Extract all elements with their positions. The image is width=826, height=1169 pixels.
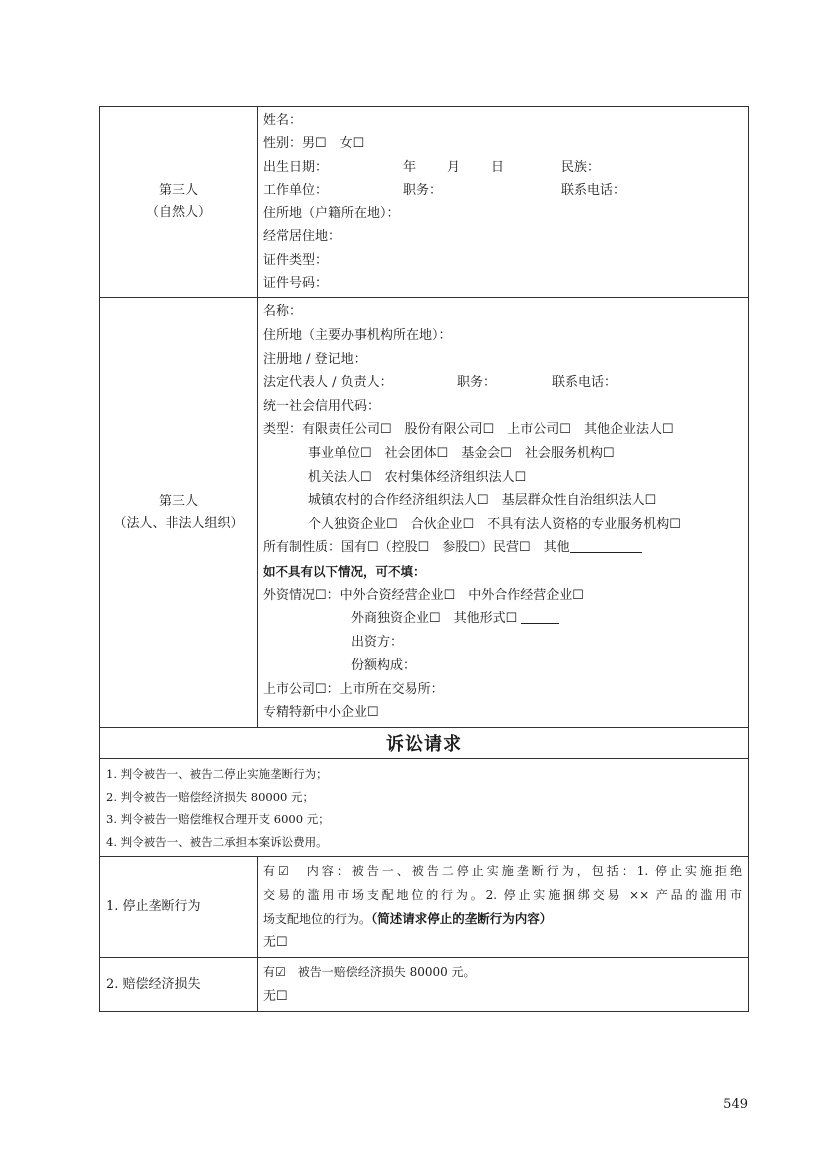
- legal-person-row: [100, 298, 749, 728]
- optional-note: 如不具有以下情况，可不填：: [263, 563, 426, 579]
- claim-item: 3. 判令被告一赔偿维权合理开支 6000 元；: [106, 812, 330, 827]
- field-type-line2: 事业单位☐ 社会团体☐ 基金会☐ 社会服务机构☐: [308, 445, 615, 461]
- field-foreign-line1: 外资情况☐：中外合资经营企业☐ 中外合作经营企业☐: [263, 587, 584, 603]
- field-id-type: 证件类型：: [263, 252, 329, 268]
- page-number: 549: [723, 1097, 748, 1112]
- stop-monopoly-label: 1. 停止垄断行为: [100, 857, 258, 958]
- birth-day: 日: [491, 159, 505, 175]
- compensation-none: 无☐: [263, 988, 288, 1004]
- stop-monopoly-line3-text: 场支配地位的行为。: [263, 912, 372, 927]
- stop-monopoly-detail: [258, 857, 749, 958]
- field-birth-ethnicity: [263, 156, 748, 179]
- field-name: 姓名：: [263, 113, 303, 128]
- compensation-line1: 有☑ 被告一赔偿经济损失 80000 元。: [263, 965, 476, 980]
- stop-monopoly-none: 无☐: [263, 934, 288, 950]
- claims-title: 诉讼请求: [100, 728, 749, 759]
- field-org-domicile: 住所地（主要办事机构所在地）：: [263, 327, 452, 343]
- field-srdi: 专精特新中小企业☐: [263, 705, 379, 721]
- field-id-number: 证件号码：: [263, 276, 329, 292]
- field-ownership: [263, 536, 748, 560]
- field-credit-code: 统一社会信用代码：: [263, 398, 381, 414]
- field-residence: 经常居住地：: [263, 229, 342, 245]
- legal-person-label-main: 第三人: [158, 493, 198, 509]
- natural-person-label: [100, 107, 258, 298]
- legal-person-fields: [258, 298, 749, 728]
- natural-person-fields: [258, 107, 749, 298]
- claims-list: [100, 759, 749, 857]
- foreign-line2-text: 外商独资企业☐ 其他形式☐: [351, 611, 518, 627]
- rep-label: 法定代表人 / 负责人：: [263, 375, 393, 391]
- stop-monopoly-row: [100, 857, 749, 958]
- rep-phone: 联系电话：: [552, 375, 618, 391]
- field-listed: 上市公司☐：上市所在交易所：: [263, 681, 444, 697]
- claim-item: 2. 判令被告一赔偿经济损失 80000 元；: [106, 789, 315, 804]
- field-investor: 出资方：: [351, 634, 404, 650]
- field-work: [263, 179, 748, 202]
- field-type-line4: 城镇农村的合作经济组织法人☐ 基层群众性自治组织法人☐: [308, 493, 657, 509]
- claim-item: 1. 判令被告一、被告二停止实施垄断行为；: [106, 767, 328, 782]
- claims-list-row: [100, 759, 749, 857]
- claim-item: 4. 判令被告一、被告二承担本案诉讼费用。: [106, 834, 328, 849]
- field-domicile: 住所地（户籍所在地）：: [263, 206, 400, 222]
- ethnicity: 民族：: [561, 159, 601, 175]
- foreign-other-blank: [521, 609, 559, 624]
- field-foreign-line2: [263, 607, 748, 631]
- field-type-line3: 机关法人☐ 农村集体经济组织法人☐: [308, 469, 527, 485]
- rep-position: 职务：: [457, 375, 497, 391]
- stop-monopoly-note: （简述请求停止的垄断行为内容）: [371, 911, 553, 927]
- natural-person-row: [100, 107, 749, 298]
- stop-monopoly-line1: 有☑ 内容：被告一、被告二停止实施垄断行为，包括：1. 停止实施拒绝: [263, 864, 742, 879]
- ownership-other-blank: [570, 538, 642, 553]
- birth-label: 出生日期：: [263, 159, 329, 175]
- stop-monopoly-line2: 交易的滥用市场支配地位的行为。2. 停止实施捆绑交易 ×× 产品的滥用市: [263, 887, 742, 902]
- field-type-line1: 类型：有限责任公司☐ 股份有限公司☐ 上市公司☐ 其他企业法人☐: [263, 422, 674, 438]
- work-unit: 工作单位：: [263, 182, 329, 198]
- legal-person-label-sub: （法人、非法人组织）: [113, 515, 244, 531]
- field-type-line5: 个人独资企业☐ 合伙企业☐ 不具有法人资格的专业服务机构☐: [308, 516, 681, 532]
- natural-person-label-sub: （自然人）: [145, 205, 211, 221]
- ownership-text: 所有制性质：国有☐（控股☐ 参股☐）民营☐ 其他: [263, 540, 570, 556]
- birth-year: 年: [403, 159, 417, 175]
- work-phone: 联系电话：: [561, 182, 627, 198]
- natural-person-label-main: 第三人: [158, 183, 198, 199]
- field-org-name: 名称：: [263, 304, 303, 320]
- field-shares: 份额构成：: [351, 658, 417, 674]
- birth-month: 月: [447, 159, 461, 175]
- legal-person-label: [100, 298, 258, 728]
- stop-monopoly-line3: [263, 907, 742, 931]
- claims-title-row: [100, 728, 749, 759]
- work-position: 职务：: [403, 182, 443, 198]
- field-registration: 注册地 / 登记地：: [263, 351, 367, 367]
- compensation-detail: [258, 958, 749, 1012]
- compensation-label: 2. 赔偿经济损失: [100, 958, 258, 1012]
- field-representative: [263, 371, 748, 395]
- field-gender: 性别：男☐ 女☐: [263, 136, 365, 152]
- complaint-form-table: [99, 106, 749, 1012]
- compensation-row: [100, 958, 749, 1012]
